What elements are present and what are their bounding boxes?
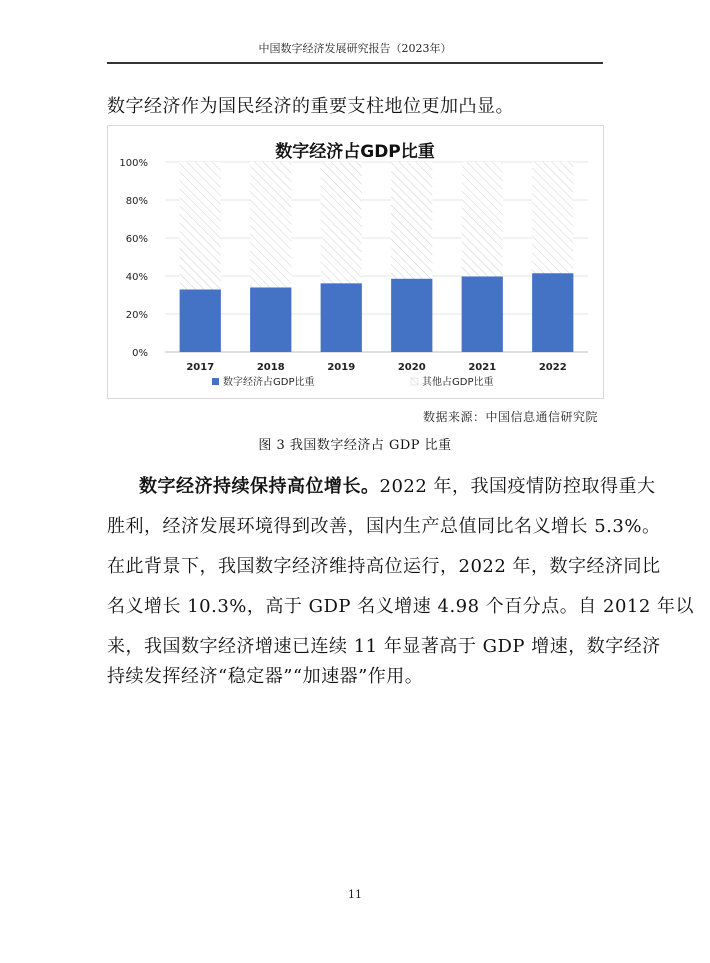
bars [180, 162, 574, 352]
y-tick-label: 40% [125, 272, 148, 283]
legend-label-other: 其他占GDP比重 [422, 377, 494, 388]
legend-label-digital: 数字经济占GDP比重 [223, 377, 315, 388]
figure-caption: 图 3 我国数字经济占 GDP 比重 [258, 438, 452, 453]
gridlines [165, 162, 588, 352]
bar-other [180, 162, 221, 289]
x-tick-label: 2021 [468, 362, 497, 373]
x-tick-label: 2018 [256, 362, 285, 373]
chart-svg [108, 126, 603, 398]
bar-other [532, 162, 573, 273]
bar-digital-economy [180, 289, 221, 352]
bar-digital-economy [391, 279, 432, 352]
bar-other [250, 162, 291, 287]
page-header: 中国数字经济发展研究报告（2023年） [258, 42, 452, 55]
paragraph-line-5: 来，我国数字经济增速已连续 11 年显著高于 GDP 增速，数字经济 [107, 636, 661, 657]
bar-digital-economy [250, 287, 291, 352]
header-rule [107, 62, 603, 64]
bar-digital-economy [462, 276, 503, 352]
bar-other [391, 162, 432, 279]
chart-title: 数字经济占GDP比重 [275, 142, 435, 162]
legend [212, 375, 493, 388]
x-tick-label: 2022 [538, 362, 567, 373]
paragraph-line-6: 持续发挥经济“稳定器”“加速器”作用。 [107, 666, 424, 687]
x-tick-label: 2019 [327, 362, 356, 373]
page-number: 11 [348, 888, 362, 901]
paragraph-line-4: 名义增长 10.3%，高于 GDP 名义增速 4.98 个百分点。自 2012 年以 [107, 596, 695, 617]
paragraph-line-1 [139, 472, 656, 498]
legend-swatch-other [411, 378, 418, 385]
y-tick-label: 20% [125, 310, 148, 321]
paragraph-line-1-rest: 2022 年，我国疫情防控取得重大 [379, 476, 656, 497]
chart-container [107, 125, 604, 399]
y-tick-label: 0% [132, 348, 148, 359]
y-tick-label: 80% [125, 196, 148, 207]
bar-digital-economy [321, 283, 362, 352]
x-tick-label: 2017 [186, 362, 215, 373]
y-tick-label: 60% [125, 234, 148, 245]
legend-swatch-digital [212, 378, 219, 385]
bar-other [321, 162, 362, 283]
paragraph-line-2: 胜利，经济发展环境得到改善，国内生产总值同比名义增长 5.3%。 [107, 516, 661, 537]
x-tick-label: 2020 [397, 362, 426, 373]
data-source-note: 数据来源：中国信息通信研究院 [422, 410, 598, 424]
x-axis-ticks [186, 362, 566, 373]
bar-digital-economy [532, 273, 573, 352]
paragraph-lead: 数字经济持续保持高位增长。 [139, 476, 380, 497]
bar-other [462, 162, 503, 276]
intro-line: 数字经济作为国民经济的重要支柱地位更加凸显。 [107, 96, 514, 117]
paragraph-line-3: 在此背景下，我国数字经济维持高位运行，2022 年，数字经济同比 [107, 556, 661, 577]
y-tick-label: 100% [119, 158, 148, 169]
y-axis-ticks [119, 158, 148, 359]
